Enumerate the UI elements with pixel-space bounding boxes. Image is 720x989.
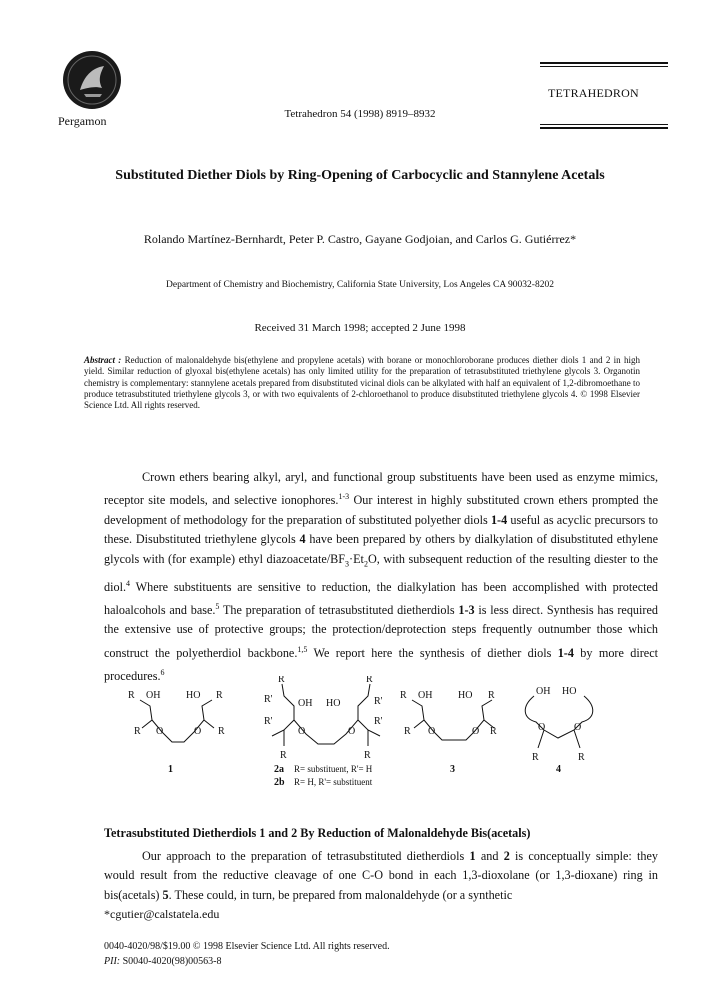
oxygen-label: O	[156, 726, 164, 737]
substituent-label: R'	[264, 716, 273, 727]
compound-number: 4	[556, 764, 561, 775]
oxygen-label: O	[428, 726, 436, 737]
abstract-label: Abstract :	[84, 355, 122, 365]
citation: 1,5	[297, 644, 308, 654]
structures-figure	[112, 676, 632, 806]
pii-line	[104, 956, 222, 967]
author-list: Rolando Martínez-Bernhardt, Peter P. Castro, Gayane Godjoian, and Carlos G. Gutiérrez*	[143, 232, 577, 246]
hydroxyl-label: OH	[146, 690, 161, 701]
substituent-label: R	[532, 752, 539, 763]
citation: 5	[215, 602, 220, 611]
hydroxyl-label: HO	[562, 686, 577, 697]
substituent-label: R	[400, 690, 407, 701]
section-paragraph: Our approach to the preparation of tetrasubstituted dietherdiols 1 and 2 is conceptually simple: they would result from the reductive cleavage of one C-O bond in each 1,3-dioxolane (or 1,3-dioxane) ring in bis(acetals) 5. These could, in turn, be prepared from malonaldehyde (or a synthetic	[104, 849, 658, 902]
substituent-label: R'	[374, 696, 383, 707]
pii-label: PII:	[104, 956, 121, 967]
publisher-name: Pergamon	[58, 114, 107, 128]
substituent-label: R	[278, 676, 285, 685]
substituent-label: R	[364, 750, 371, 761]
substituent-label: R	[134, 726, 141, 737]
substituent-label: R	[280, 750, 287, 761]
pii-value: S0040-4020(98)00563-8	[120, 956, 222, 967]
substituent-label: R	[578, 752, 585, 763]
header-rule-bottom-thin	[540, 124, 668, 125]
header-rule-bottom	[540, 127, 668, 129]
hydroxyl-label: HO	[458, 690, 473, 701]
substituent-label: R	[366, 676, 373, 685]
compound-number: 3	[450, 764, 455, 775]
hydroxyl-label: OH	[298, 698, 313, 709]
substituent-label: R'	[374, 716, 383, 727]
received-date: Received 31 March 1998; accepted 2 June 1998	[254, 322, 466, 334]
oxygen-label: O	[348, 726, 356, 737]
header-rule-top	[540, 62, 668, 64]
journal-reference: Tetrahedron 54 (1998) 8919–8932	[284, 108, 436, 120]
compound-description: R= H, R'= substituent	[294, 777, 373, 787]
abstract-text: Reduction of malonaldehyde bis(ethylene and propylene acetals) with borane or monochloroborane produces diether diols 1 and 2 in high yield. Similar reduction of glyoxal bis(ethylene acetals) has only limited utility for the preparation of tetrasubstituted triethylene glycols 3. Organotin chemistry is complementary: stannylene acetals prepared from disubstituted vicinal diols can be alkylated with half an equivalent of 1,2-dibromoethane to produce tetrasubstituted triethylene glycols 3, or with two equivalents of 2-chloroethanol to produce disubstituted triethylene glycols 4. © 1998 Elsevier Science Ltd. All rights reserved.	[84, 355, 640, 411]
abstract	[84, 355, 640, 411]
corresponding-email: *cgutier@calstatela.edu	[104, 907, 220, 921]
substituent-label: R	[404, 726, 411, 737]
intro-paragraph: Crown ethers bearing alkyl, aryl, and functional group substituents have been used as enzyme mimics, receptor site models, and selective ionophores.$^{1-3}$ Our interest in highly substituted crown ethers prompted the development of methodology for the preparation of substituted polyether diols 1-4 useful as acyclic precursors to these. Disubstituted triethylene glycols 4 have been prepared by others by dialkylation of disubstituted ethylene glycols with (for example) ethyl diazoacetate/$BF_3\cdot Et_2O$, with subsequent reduction of the resulting diester to the diol.$^4$ Where substituents are sensitive to reduction, the dialkylation has been accomplished with protected haloalcohols and base.$^5$ The preparation of tetrasubstituted dietherdiols 1-3 is less direct. Synthesis has required the extensive use of protective groups; the protection/deprotection steps frequently outnumber those which construct the polyetherdiol backbone.$^{1,5}$ We report here the synthesis of diether diols 1-4 by more direct procedures.$^6$	[104, 470, 659, 684]
header-rule-top-thin	[540, 66, 668, 67]
oxygen-label: O	[574, 722, 582, 733]
compound-number: 1	[168, 764, 173, 775]
article-title: Substituted Diether Diols by Ring-Opening of Carbocyclic and Stannylene Acetals	[115, 168, 605, 183]
hydroxyl-label: OH	[418, 690, 433, 701]
hydroxyl-label: OH	[536, 686, 551, 697]
compound-number: 2b	[274, 777, 285, 788]
substituent-label: R	[490, 726, 497, 737]
citation: 4	[126, 578, 131, 588]
oxygen-label: O	[298, 726, 306, 737]
substituent-label: R	[488, 690, 495, 701]
copyright-line: 0040-4020/98/$19.00 © 1998 Elsevier Science Ltd. All rights reserved.	[104, 941, 390, 952]
section-heading: Tetrasubstituted Dietherdiols 1 and 2 By Reduction of Malonaldehyde Bis(acetals)	[104, 826, 531, 840]
oxygen-label: O	[194, 726, 202, 737]
journal-name: TETRAHEDRON	[548, 86, 639, 100]
substituent-label: R'	[264, 694, 273, 705]
oxygen-label: O	[472, 726, 480, 737]
affiliation: Department of Chemistry and Biochemistry, California State University, Los Angeles CA 90032-8202	[166, 280, 554, 290]
citation: 1-3	[338, 492, 350, 502]
citation: 6	[160, 668, 165, 678]
compound-number: 2a	[274, 764, 284, 775]
substituent-label: R	[218, 726, 225, 737]
oxygen-label: O	[538, 722, 546, 733]
substituent-label: R	[216, 690, 223, 701]
hydroxyl-label: HO	[186, 690, 201, 701]
hydroxyl-label: HO	[326, 698, 341, 709]
substituent-label: R	[128, 690, 135, 701]
compound-description: R= substituent, R'= H	[294, 764, 373, 774]
publisher-logo	[62, 50, 122, 110]
